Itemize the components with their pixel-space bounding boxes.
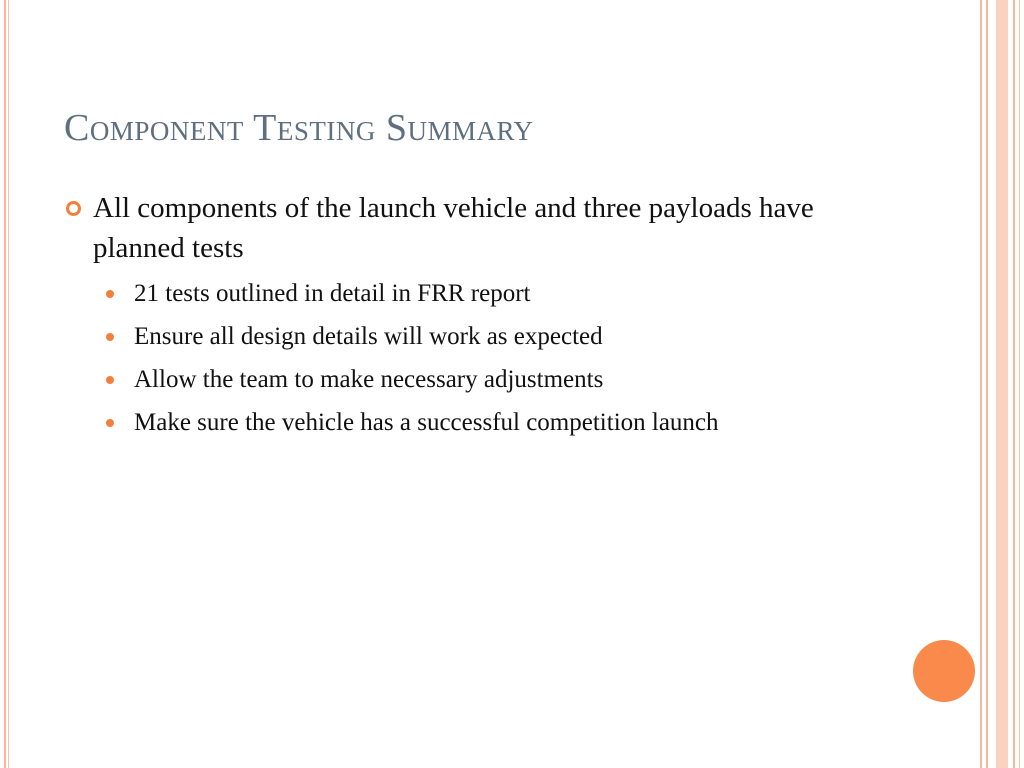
right-border-line bbox=[980, 0, 982, 768]
sub-bullet-text: Allow the team to make necessary adjustments bbox=[134, 366, 604, 393]
dot-bullet-icon bbox=[106, 376, 114, 384]
dot-bullet-icon bbox=[106, 333, 114, 341]
sub-bullet-text: Make sure the vehicle has a successful competition launch bbox=[134, 409, 719, 436]
sub-bullet-item bbox=[106, 362, 864, 398]
bullet-item bbox=[64, 188, 864, 268]
decorative-circle bbox=[913, 640, 975, 702]
ring-bullet-icon bbox=[66, 201, 81, 216]
sub-bullet-text: Ensure all design details will work as expected bbox=[134, 323, 603, 350]
left-border-line bbox=[4, 0, 6, 768]
slide-content bbox=[64, 188, 864, 448]
slide-title: Component Testing Summary bbox=[64, 107, 534, 149]
sub-bullet-item bbox=[106, 276, 864, 312]
right-border-line bbox=[1013, 0, 1015, 768]
right-border-line bbox=[1019, 0, 1020, 768]
bullet-text: All components of the launch vehicle and three payloads have planned tests bbox=[93, 192, 814, 264]
sub-bullet-item bbox=[106, 319, 864, 355]
dot-bullet-icon bbox=[106, 290, 114, 298]
left-border-line bbox=[8, 0, 9, 768]
right-border-line bbox=[986, 0, 988, 768]
sub-bullet-list bbox=[64, 276, 864, 441]
right-border-stripe bbox=[996, 0, 1008, 768]
sub-bullet-text: 21 tests outlined in detail in FRR report bbox=[134, 280, 531, 307]
dot-bullet-icon bbox=[106, 419, 114, 427]
sub-bullet-item bbox=[106, 405, 864, 441]
